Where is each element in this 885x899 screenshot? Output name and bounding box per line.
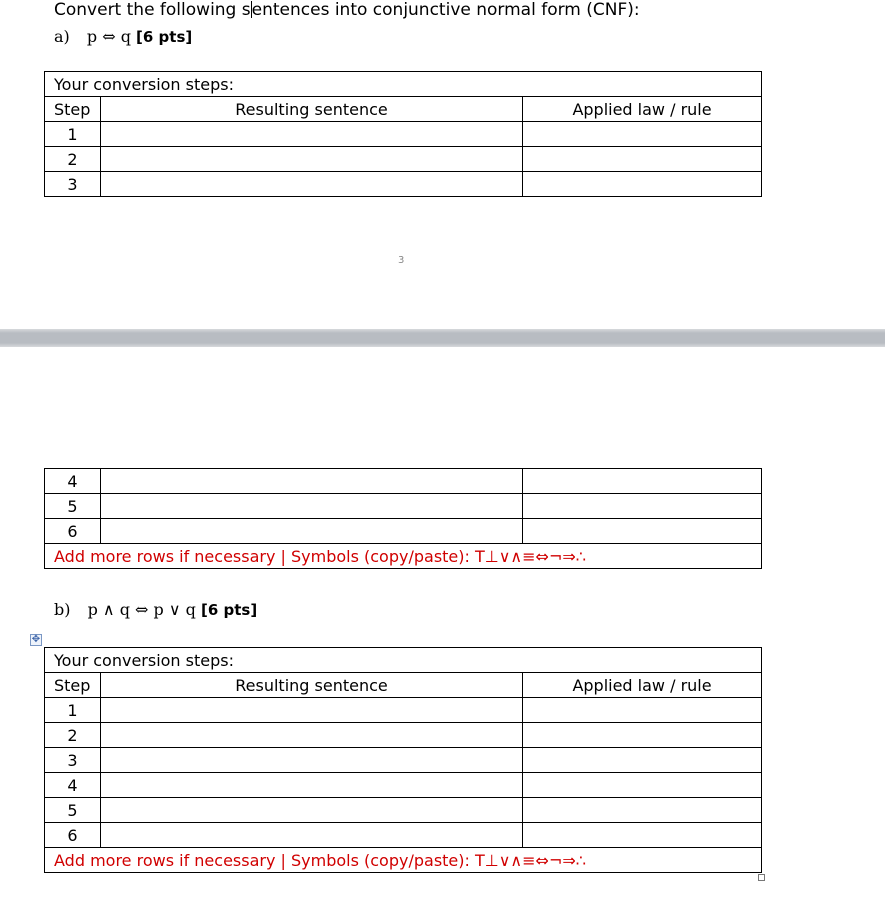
applied-law-cell[interactable] xyxy=(523,823,762,848)
step-number: 3 xyxy=(45,748,101,773)
table-title: Your conversion steps: xyxy=(45,648,762,673)
step-number: 6 xyxy=(45,519,101,544)
column-resulting-sentence: Resulting sentence xyxy=(101,673,523,698)
column-header-row xyxy=(45,97,762,122)
applied-law-cell[interactable] xyxy=(523,469,762,494)
table-row xyxy=(45,172,762,197)
step-number: 1 xyxy=(45,698,101,723)
column-resulting-sentence: Resulting sentence xyxy=(101,97,523,122)
note-row xyxy=(45,848,762,873)
resulting-sentence-cell[interactable] xyxy=(101,494,523,519)
part-b-expression: p ∧ q ⇔ p ∨ q xyxy=(87,600,196,619)
note-row xyxy=(45,544,762,569)
table-title: Your conversion steps: xyxy=(45,72,762,97)
part-a-letter: a) xyxy=(54,27,70,46)
step-number: 2 xyxy=(45,147,101,172)
applied-law-cell[interactable] xyxy=(523,494,762,519)
table-header-row xyxy=(45,72,762,97)
instruction-text xyxy=(54,0,640,20)
column-step: Step xyxy=(45,97,101,122)
table-row xyxy=(45,823,762,848)
applied-law-cell[interactable] xyxy=(523,147,762,172)
part-a-points: [6 pts] xyxy=(136,28,193,46)
resulting-sentence-cell[interactable] xyxy=(101,748,523,773)
step-number: 3 xyxy=(45,172,101,197)
column-applied-law: Applied law / rule xyxy=(523,97,762,122)
step-number: 4 xyxy=(45,773,101,798)
resulting-sentence-cell[interactable] xyxy=(101,698,523,723)
resulting-sentence-cell[interactable] xyxy=(101,172,523,197)
table-row xyxy=(45,798,762,823)
table-row xyxy=(45,147,762,172)
table-row xyxy=(45,698,762,723)
resulting-sentence-cell[interactable] xyxy=(101,469,523,494)
applied-law-cell[interactable] xyxy=(523,519,762,544)
applied-law-cell[interactable] xyxy=(523,122,762,147)
resulting-sentence-cell[interactable] xyxy=(101,122,523,147)
part-a-label xyxy=(54,27,192,46)
column-applied-law: Applied law / rule xyxy=(523,673,762,698)
step-number: 5 xyxy=(45,798,101,823)
applied-law-cell[interactable] xyxy=(523,748,762,773)
applied-law-cell[interactable] xyxy=(523,723,762,748)
step-number: 6 xyxy=(45,823,101,848)
instruction-text-end: entences into conjunctive normal form (CNF): xyxy=(251,0,640,20)
step-number: 4 xyxy=(45,469,101,494)
table-row xyxy=(45,122,762,147)
step-number: 5 xyxy=(45,494,101,519)
table-header-row xyxy=(45,648,762,673)
applied-law-cell[interactable] xyxy=(523,773,762,798)
resulting-sentence-cell[interactable] xyxy=(101,798,523,823)
page-number: 3 xyxy=(398,255,405,266)
symbols-note: Add more rows if necessary | Symbols (copy/paste): T⊥∨∧≡⇔¬⇒∴ xyxy=(45,544,762,569)
table-row xyxy=(45,773,762,798)
table-row xyxy=(45,519,762,544)
resulting-sentence-cell[interactable] xyxy=(101,519,523,544)
applied-law-cell[interactable] xyxy=(523,698,762,723)
resulting-sentence-cell[interactable] xyxy=(101,823,523,848)
page-break-separator xyxy=(0,329,885,347)
symbols-note: Add more rows if necessary | Symbols (copy/paste): T⊥∨∧≡⇔¬⇒∴ xyxy=(45,848,762,873)
column-step: Step xyxy=(45,673,101,698)
part-b-points: [6 pts] xyxy=(200,601,258,619)
table-row xyxy=(45,723,762,748)
part-a-steps-table-continued xyxy=(44,468,762,569)
table-row xyxy=(45,748,762,773)
move-arrows-icon[interactable]: ✥ xyxy=(31,634,41,645)
step-number: 1 xyxy=(45,122,101,147)
instruction-text-start: Convert the following s xyxy=(54,0,251,20)
table-row xyxy=(45,469,762,494)
table-row xyxy=(45,494,762,519)
step-number: 2 xyxy=(45,723,101,748)
part-b-steps-table xyxy=(44,647,762,873)
applied-law-cell[interactable] xyxy=(523,172,762,197)
column-header-row xyxy=(45,673,762,698)
part-b-letter: b) xyxy=(54,600,71,619)
resulting-sentence-cell[interactable] xyxy=(101,723,523,748)
part-b-label xyxy=(54,600,257,619)
part-a-expression: p ⇔ q xyxy=(86,27,131,46)
applied-law-cell[interactable] xyxy=(523,798,762,823)
resize-handle-icon[interactable] xyxy=(758,874,765,881)
part-a-steps-table xyxy=(44,71,762,197)
resulting-sentence-cell[interactable] xyxy=(101,147,523,172)
resulting-sentence-cell[interactable] xyxy=(101,773,523,798)
